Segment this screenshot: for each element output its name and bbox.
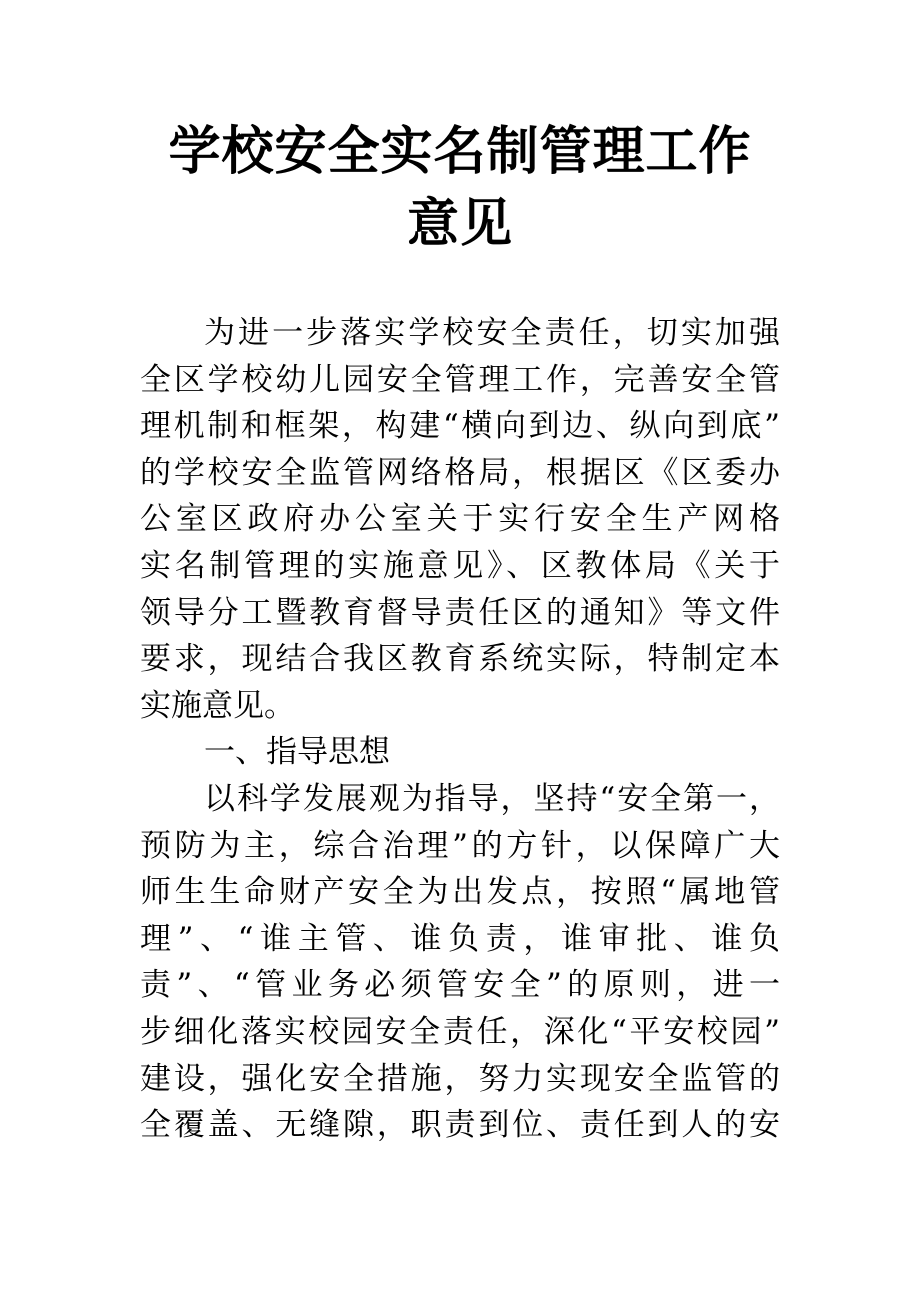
text-line: 理”、“谁主管、谁负责，谁审批、谁负 xyxy=(140,920,780,957)
paragraph-intro xyxy=(140,310,780,729)
text-line: 领导分工暨教育督导责任区的通知》等文件 xyxy=(140,594,780,631)
document-title xyxy=(140,116,780,260)
section-heading xyxy=(140,729,780,776)
title-line-1: 学校安全实名制管理工作 xyxy=(168,122,752,182)
text-line: 为进一步落实学校安全责任，切实加强 xyxy=(204,315,780,351)
text-line: 步细化落实校园安全责任，深化“平安校园” xyxy=(140,1013,780,1050)
text-line: 全区学校幼儿园安全管理工作，完善安全管 xyxy=(140,361,780,398)
text-line: 建设，强化安全措施，努力实现安全监管的 xyxy=(140,1060,780,1097)
text-line: 实名制管理的实施意见》、区教体局《关于 xyxy=(140,547,780,584)
text-line: 公室区政府办公室关于实行安全生产网格 xyxy=(140,501,780,538)
text-line: 要求，现结合我区教育系统实际，特制定本 xyxy=(140,641,780,678)
text-line: 的学校安全监管网络格局，根据区《区委办 xyxy=(140,454,780,491)
title-line-2: 意见 xyxy=(406,194,513,254)
text-line: 以科学发展观为指导，坚持“安全第一， xyxy=(204,780,780,817)
document-body xyxy=(140,310,780,1149)
section-heading-text: 一、指导思想 xyxy=(204,734,390,771)
paragraph-guiding-thought xyxy=(140,776,780,1149)
text-line: 师生生命财产安全为出发点，按照“属地管 xyxy=(140,874,780,911)
text-line: 理机制和框架，构建“横向到边、纵向到底” xyxy=(140,408,780,445)
text-line: 责”、“管业务必须管安全”的原则，进一 xyxy=(140,967,780,1004)
text-line: 全覆盖、无缝隙，职责到位、责任到人的安 xyxy=(140,1107,780,1144)
text-line: 预防为主，综合治理”的方针，以保障广大 xyxy=(140,827,780,864)
text-line: 实施意见。 xyxy=(140,687,295,724)
